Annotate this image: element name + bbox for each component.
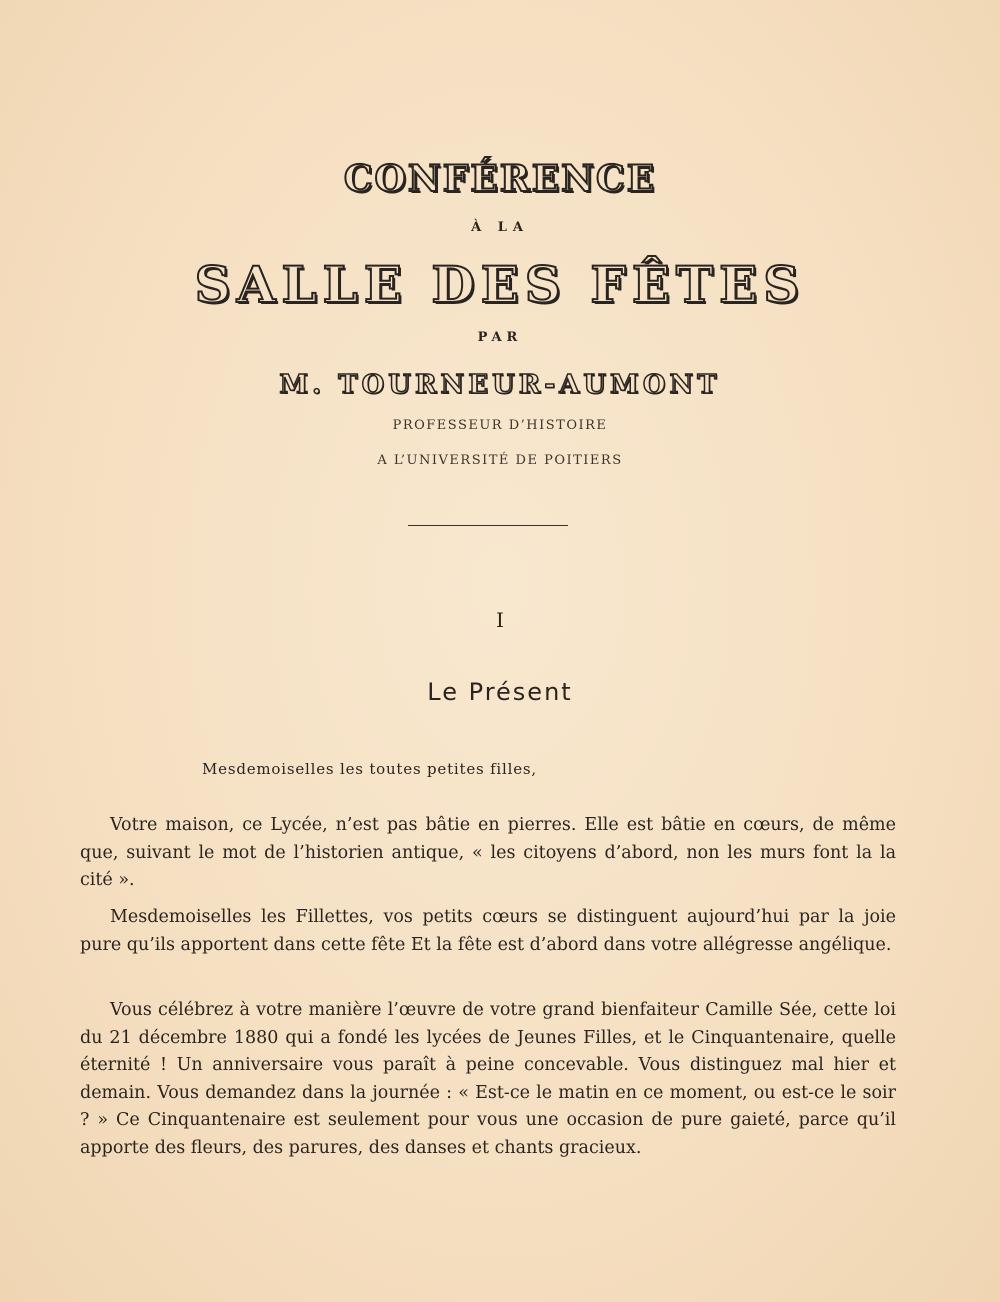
paragraph: Votre maison, ce Lycée, n’est pas bâtie en pierres. Elle est bâtie en cœurs, de même que, suivant le mot de l’historien antique, « les citoyens d’abord, non les murs font la la cité ». <box>80 815 896 890</box>
paragraph: Vous célébrez à votre manière l’œuvre de votre grand bienfaiteur Camille Sée, cette loi du 21 décembre 1880 qui a fondé les lycées de Jeunes Filles, et le Cinquantenaire, quelle éternité ! Un anniversaire vous paraît à peine concevable. Vous distinguez mal hier et demain. Vous demandez dans la journée : « Est-ce le matin en ce moment, ou est-ce le soir ? » Ce Cinquantenaire est seulement pour vous une occasion de pure gaieté, parce qu’il apporte des fleurs, des parures, des danses et chants gracieux. <box>80 1000 896 1158</box>
author-name: M. TOURNEUR-AUMONT <box>279 370 721 400</box>
salutation: Mesdemoiselles les toutes petites filles, <box>202 760 537 778</box>
paragraph: Mesdemoiselles les Fillettes, vos petits cœurs se distinguent aujourd’hui par la joie pure qu’ils apportent dans cette fête Et la fête est d’abord dans votre allégresse angélique. <box>80 907 896 955</box>
title-conference: CONFÉRENCE <box>343 158 657 200</box>
author-affiliation: A L’UNIVERSITÉ DE POITIERS <box>377 453 623 468</box>
author-title: PROFESSEUR D’HISTOIRE <box>392 418 608 433</box>
section-number: I <box>496 608 504 632</box>
divider-rule <box>408 525 568 526</box>
title-par: PAR <box>477 330 523 345</box>
title-a-la: À LA <box>471 220 529 235</box>
section-title: Le Présent <box>427 678 573 706</box>
title-salle-des-fetes: SALLE DES FÊTES <box>194 255 806 314</box>
